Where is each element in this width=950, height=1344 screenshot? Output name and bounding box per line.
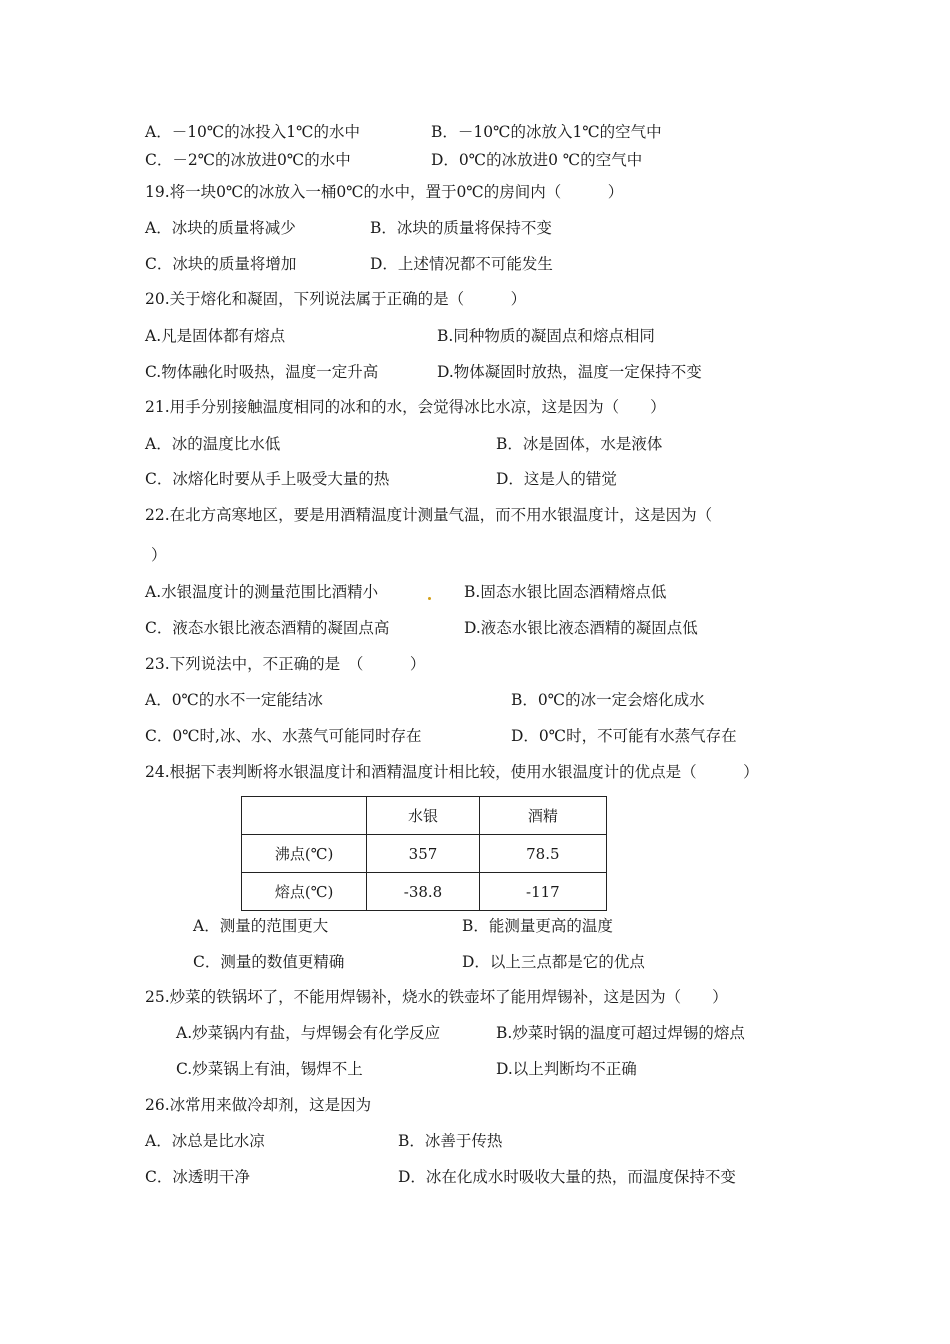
q21-option-c: C．冰熔化时要从手上吸受大量的热 [145, 470, 390, 488]
table-header-cell: 水银 [367, 797, 479, 835]
stray-mark [428, 597, 431, 600]
table-cell: -38.8 [367, 873, 479, 911]
q25-option-a: A.炒菜锅内有盐，与焊锡会有化学反应 [176, 1024, 441, 1042]
q25-option-d: D.以上判断均不正确 [496, 1060, 637, 1078]
q26-option-a: A．冰总是比水凉 [145, 1132, 265, 1150]
q23-option-d: D．0℃时，不可能有水蒸气存在 [511, 727, 737, 745]
q23-option-a: A．0℃的水不一定能结冰 [145, 691, 323, 709]
q22-option-a: A.水银温度计的测量范围比酒精小 [145, 583, 379, 601]
q24-option-c: C．测量的数值更精确 [193, 953, 345, 971]
q19-stem: 19.将一块0℃的冰放入一桶0℃的水中，置于0℃的房间内（ ） [145, 183, 624, 201]
q20-stem: 20.关于熔化和凝固，下列说法属于正确的是（ ） [145, 290, 527, 308]
table-cell: -117 [479, 873, 606, 911]
q19-option-c: C．冰块的质量将增加 [145, 255, 297, 273]
q26-option-c: C．冰透明干净 [145, 1168, 250, 1186]
q21-option-d: D．这是人的错觉 [496, 470, 617, 488]
q25-option-b: B.炒菜时锅的温度可超过焊锡的熔点 [496, 1024, 745, 1042]
q24-option-a: A．测量的范围更大 [193, 917, 329, 935]
q20-option-d: D.物体凝固时放热，温度一定保持不变 [437, 363, 702, 381]
table-header-cell [242, 797, 367, 835]
table-row [242, 835, 607, 873]
table-cell: 78.5 [479, 835, 606, 873]
table-cell: 357 [367, 835, 479, 873]
thermometer-data-table [241, 796, 607, 911]
q25-stem: 25.炒菜的铁锅坏了，不能用焊锡补，烧水的铁壶坏了能用焊锡补，这是因为（ ） [145, 988, 728, 1006]
table-header-cell: 酒精 [479, 797, 606, 835]
q22-stem: 22.在北方高寒地区，要是用酒精温度计测量气温，而不用水银温度计，这是因为（ [145, 506, 713, 524]
q24-option-d: D．以上三点都是它的优点 [462, 953, 645, 971]
q20-option-b: B.同种物质的凝固点和熔点相同 [437, 327, 655, 345]
q18-option-a: A．－10℃的冰投入1℃的水中 [145, 123, 360, 141]
table-row [242, 873, 607, 911]
q21-stem: 21.用手分别接触温度相同的冰和的水，会觉得冰比水凉，这是因为（ ） [145, 398, 666, 416]
q22-option-b: B.固态水银比固态酒精熔点低 [464, 583, 667, 601]
q23-stem: 23.下列说法中，不正确的是 （ ） [145, 655, 426, 673]
q23-option-c: C．0℃时,冰、水、水蒸气可能同时存在 [145, 727, 422, 745]
q18-option-d: D．0℃的冰放进0 ℃的空气中 [431, 151, 643, 169]
q20-option-c: C.物体融化时吸热，温度一定升高 [145, 363, 379, 381]
q24-option-b: B．能测量更高的温度 [462, 917, 613, 935]
table-cell: 沸点(℃) [242, 835, 367, 873]
q18-option-b: B．－10℃的冰放入1℃的空气中 [431, 123, 662, 141]
q19-option-a: A．冰块的质量将减少 [145, 219, 296, 237]
q22-option-c: C．液态水银比液态酒精的凝固点高 [145, 619, 390, 637]
q25-option-c: C.炒菜锅上有油，锡焊不上 [176, 1060, 363, 1078]
q21-option-b: B．冰是固体，水是液体 [496, 435, 663, 453]
q19-option-b: B．冰块的质量将保持不变 [370, 219, 552, 237]
q26-stem: 26.冰常用来做冷却剂，这是因为 [145, 1096, 372, 1114]
table-cell: 熔点(℃) [242, 873, 367, 911]
table-header-row [242, 797, 607, 835]
q22-stem-continuation: ） [151, 546, 167, 564]
q24-stem: 24.根据下表判断将水银温度计和酒精温度计相比较，使用水银温度计的优点是（ ） [145, 763, 759, 781]
q18-option-c: C．－2℃的冰放进0℃的水中 [145, 151, 351, 169]
q26-option-b: B．冰善于传热 [398, 1132, 503, 1150]
q19-option-d: D．上述情况都不可能发生 [370, 255, 553, 273]
q20-option-a: A.凡是固体都有熔点 [145, 327, 286, 345]
q26-option-d: D．冰在化成水时吸收大量的热，而温度保持不变 [398, 1168, 736, 1186]
q21-option-a: A．冰的温度比水低 [145, 435, 281, 453]
q23-option-b: B．0℃的冰一定会熔化成水 [511, 691, 705, 709]
q22-option-d: D.液态水银比液态酒精的凝固点低 [464, 619, 698, 637]
